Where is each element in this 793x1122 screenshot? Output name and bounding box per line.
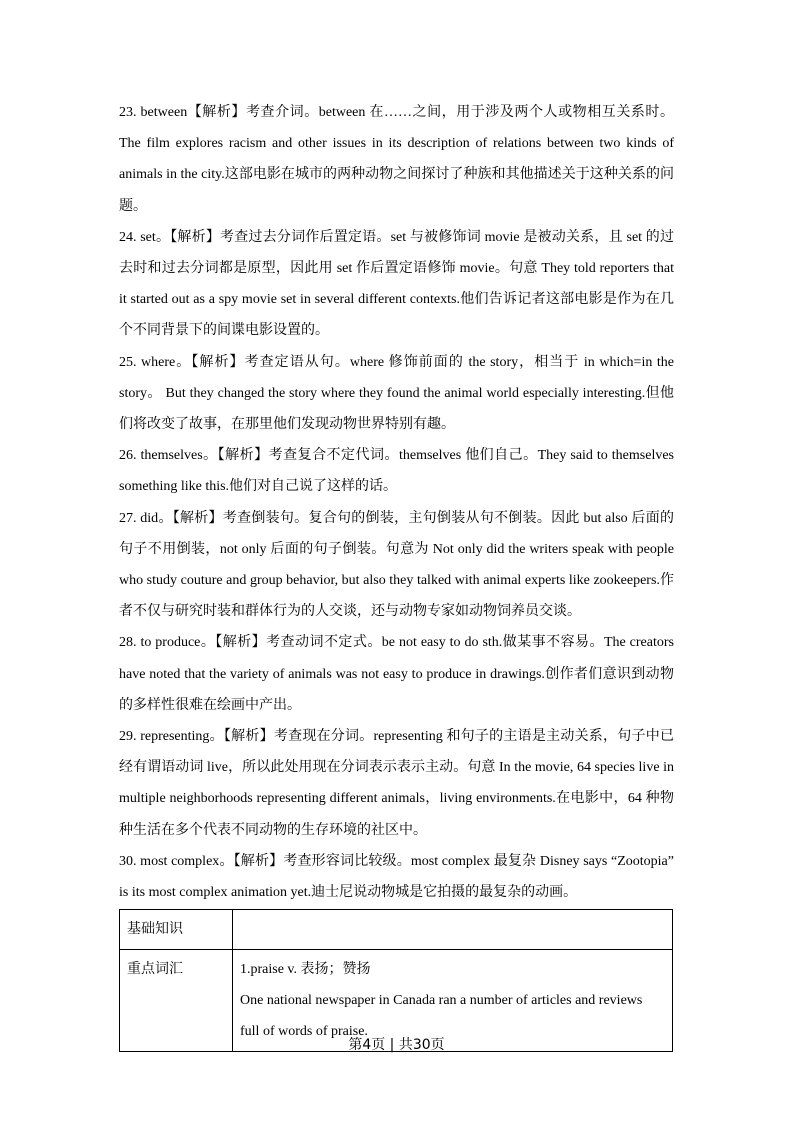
knowledge-table [119, 909, 673, 1052]
table-row [120, 910, 673, 950]
page-footer: 第4页 | 共30页 [348, 1037, 445, 1053]
answer-item-23: 23. between【解析】考查介词。between 在……之间，用于涉及两个人或物相互关系时。The film explores racism and other issues in its description of relations between two kinds of animals in the city.这部电影在城市的两种动物之间探讨了种族和其他描述关于这种关系的问题。 [119, 105, 674, 214]
answer-item-29: 29. representing。【解析】考查现在分词。representing 和句子的主语是主动关系，句子中已经有谓语动词 live，所以此处用现在分词表示表示主动。句意 In the movie, 64 species live in multiple neighborhoods representing different animals，living environments.在电影中，64 种物种生活在多个代表不同动物的生存环境的社区中。 [119, 729, 674, 838]
answer-item-26: 26. themselves。【解析】考查复合不定代词。themselves 他们自己。They said to themselves something like this.他们对自己说了这样的话。 [119, 448, 674, 495]
answer-item-24: 24. set。【解析】考查过去分词作后置定语。set 与被修饰词 movie 是被动关系，且 set 的过去时和过去分词都是原型，因此用 set 作后置定语修饰 movie。句意 They told reporters that it started out as a spy movie set in several different contexts.他们告诉记者这部电影是作为在几个不同背景下的间谍电影设置的。 [119, 229, 674, 339]
table-header-value [233, 910, 673, 950]
vocab-word: 1.praise v. 表扬；赞扬 [240, 962, 371, 978]
table-header-label: 基础知识 [120, 910, 233, 950]
answer-item-30: 30. most complex。【解析】考查形容词比较级。most complex 最复杂 Disney says “Zootopia” is its most complex animation yet.迪士尼说动物城是它拍摄的最复杂的动画。 [119, 853, 674, 901]
answer-item-25: 25. where。【解析】考查定语从句。where 修饰前面的 the story，相当于 in which=in the story。 But they changed the story where they found the animal world especially interesting.但他们将改变了故事，在那里他们发现动物世界特别有趣。 [119, 354, 674, 433]
table-row-label: 重点词汇 [120, 950, 233, 1052]
answer-item-27: 27. did。【解析】考查倒装句。复合句的倒装，主句倒装从句不倒装。因此 but also 后面的句子不用倒装，not only 后面的句子倒装。句意为 Not only did the writers speak with people who study couture and group behavior, but also they talked with animal experts like zookeepers.作者不仅与研究时装和群体行为的人交谈，还与动物专家如动物饲养员交谈。 [119, 510, 674, 620]
answer-item-28: 28. to produce。【解析】考查动词不定式。be not easy to do sth.做某事不容易。The creators have noted that the variety of animals was not easy to produce in drawings.创作者们意识到动物的多样性很难在绘画中产出。 [119, 635, 674, 713]
answer-explanations [119, 97, 674, 1052]
vocab-example: One national newspaper in Canada ran a number of articles and reviews full of words of praise. [240, 993, 643, 1040]
